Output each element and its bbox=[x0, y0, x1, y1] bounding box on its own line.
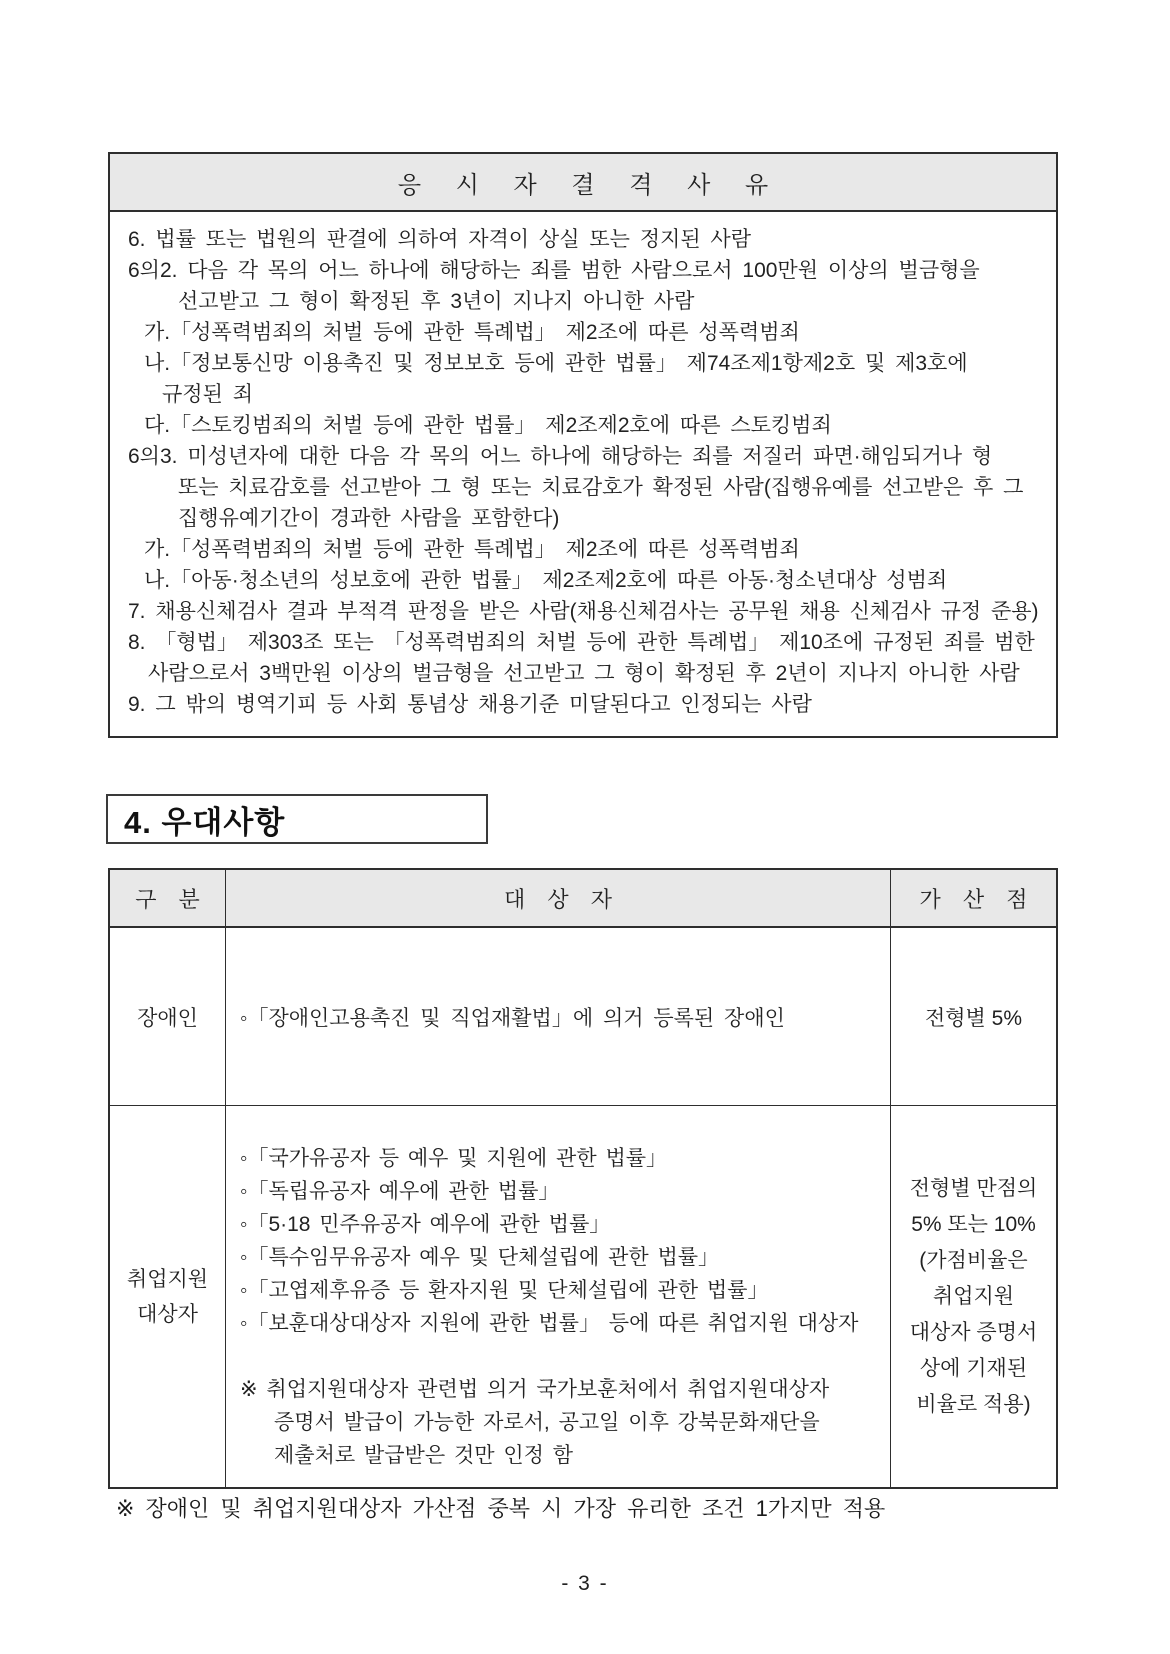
disq-line: 9. 그 밖의 병역기피 등 사회 통념상 채용기준 미달된다고 인정되는 사람 bbox=[128, 693, 812, 716]
bonus-line: (가점비율은 bbox=[919, 1248, 1028, 1272]
target-law-item: ◦「5·18 민주유공자 예우에 관한 법률」 bbox=[240, 1213, 611, 1236]
target-note bbox=[240, 1373, 890, 1472]
page-number: - 3 - bbox=[561, 1572, 609, 1595]
disqualification-box bbox=[108, 152, 1058, 738]
note-line: ※ 취업지원대상자 관련법 의거 국가보훈처에서 취업지원대상자 bbox=[240, 1378, 830, 1401]
disq-line: 다.「스토킹범죄의 처벌 등에 관한 법률」 제2조제2호에 따른 스토킹범죄 bbox=[144, 414, 832, 437]
disq-line: 또는 치료감호를 선고받아 그 형 또는 치료감호가 확정된 사람(집행유예를 선고받은 후 그 bbox=[178, 476, 1024, 499]
target-law-item: ◦「국가유공자 등 예우 및 지원에 관한 법률」 bbox=[240, 1147, 668, 1170]
table-row-employment-support bbox=[110, 1106, 1056, 1487]
header-category: 구 분 bbox=[135, 887, 208, 912]
bonus-line: 취업지원 bbox=[932, 1284, 1015, 1308]
disq-line: 8. 「형법」 제303조 또는 「성폭력범죄의 처벌 등에 관한 특례법」 제10조에 규정된 죄를 범한 bbox=[128, 631, 1035, 654]
section-4-title: 4. 우대사항 bbox=[124, 804, 286, 840]
row-employment-bonus bbox=[890, 1106, 1056, 1487]
disq-line: 선고받고 그 형이 확정된 후 3년이 지나지 아니한 사람 bbox=[178, 290, 695, 313]
preference-table bbox=[108, 868, 1058, 1489]
disq-line: 가.「성폭력범죄의 처벌 등에 관한 특례법」 제2조에 따른 성폭력범죄 bbox=[144, 538, 800, 561]
target-law-item: ◦「특수임무유공자 예우 및 단체설립에 관한 법률」 bbox=[240, 1246, 720, 1269]
note-line: 증명서 발급이 가능한 자로서, 공고일 이후 강북문화재단을 bbox=[274, 1411, 820, 1434]
note-line: 제출처로 발급받은 것만 인정 함 bbox=[274, 1444, 574, 1467]
disq-line: 7. 채용신체검사 결과 부적격 판정을 받은 사람(채용신체검사는 공무원 채용 신체검사 규정 준용) bbox=[128, 600, 1039, 623]
row-disabled-category: 장애인 bbox=[137, 1006, 198, 1030]
bonus-line: 비율로 적용) bbox=[916, 1392, 1031, 1416]
disqualification-title: 응 시 자 결 격 사 유 bbox=[110, 154, 1056, 212]
target-law-item: ◦「독립유공자 예우에 관한 법률」 bbox=[240, 1180, 560, 1203]
disq-line: 집행유예기간이 경과한 사람을 포함한다) bbox=[178, 507, 560, 530]
target-law-item: ◦「고엽제후유증 등 환자지원 및 단체설립에 관한 법률」 bbox=[240, 1279, 769, 1302]
bonus-line: 5% 또는 10% bbox=[911, 1212, 1036, 1236]
table-row-disabled bbox=[110, 928, 1056, 1106]
category-line: 대상자 bbox=[137, 1302, 198, 1326]
bonus-line: 전형별 만점의 bbox=[909, 1176, 1038, 1200]
category-line: 취업지원 bbox=[126, 1267, 209, 1291]
header-target: 대 상 자 bbox=[225, 870, 890, 926]
bonus-line: 상에 기재된 bbox=[919, 1356, 1028, 1380]
disq-line: 6의3. 미성년자에 대한 다음 각 목의 어느 하나에 해당하는 죄를 저질러 파면·해임되거나 형 bbox=[128, 445, 993, 468]
disq-line: 나.「아동·청소년의 성보호에 관한 법률」 제2조제2호에 따른 아동·청소년대상 성범죄 bbox=[144, 569, 948, 592]
disq-line: 규정된 죄 bbox=[162, 383, 253, 406]
disqualification-list bbox=[110, 212, 1056, 736]
row-employment-target bbox=[225, 1106, 890, 1487]
row-disabled-target: ◦「장애인고용촉진 및 직업재활법」에 의거 등록된 장애인 bbox=[225, 928, 890, 1105]
bonus-line: 대상자 증명서 bbox=[909, 1320, 1038, 1344]
row-disabled-bonus: 전형별 5% bbox=[890, 928, 1056, 1105]
disq-line: 6. 법률 또는 법원의 판결에 의하여 자격이 상실 또는 정지된 사람 bbox=[128, 228, 752, 251]
section-4-heading-box bbox=[106, 794, 488, 844]
duplicate-bonus-footnote: ※ 장애인 및 취업지원대상자 가산점 중복 시 가장 유리한 조건 1가지만 적용 bbox=[116, 1496, 886, 1521]
target-law-item: ◦「보훈대상대상자 지원에 관한 법률」 등에 따른 취업지원 대상자 bbox=[240, 1312, 859, 1335]
preference-table-header bbox=[110, 870, 1056, 928]
header-bonus: 가 산 점 bbox=[890, 870, 1056, 926]
row-employment-category bbox=[110, 1106, 225, 1487]
disq-line: 나.「정보통신망 이용촉진 및 정보보호 등에 관한 법률」 제74조제1항제2호 및 제3호에 bbox=[144, 352, 968, 375]
disq-line: 가.「성폭력범죄의 처벌 등에 관한 특례법」 제2조에 따른 성폭력범죄 bbox=[144, 321, 800, 344]
disq-line: 6의2. 다음 각 목의 어느 하나에 해당하는 죄를 범한 사람으로서 100만원 이상의 벌금형을 bbox=[128, 259, 980, 282]
disq-line: 사람으로서 3백만원 이상의 벌금형을 선고받고 그 형이 확정된 후 2년이 지나지 아니한 사람 bbox=[148, 662, 1020, 685]
